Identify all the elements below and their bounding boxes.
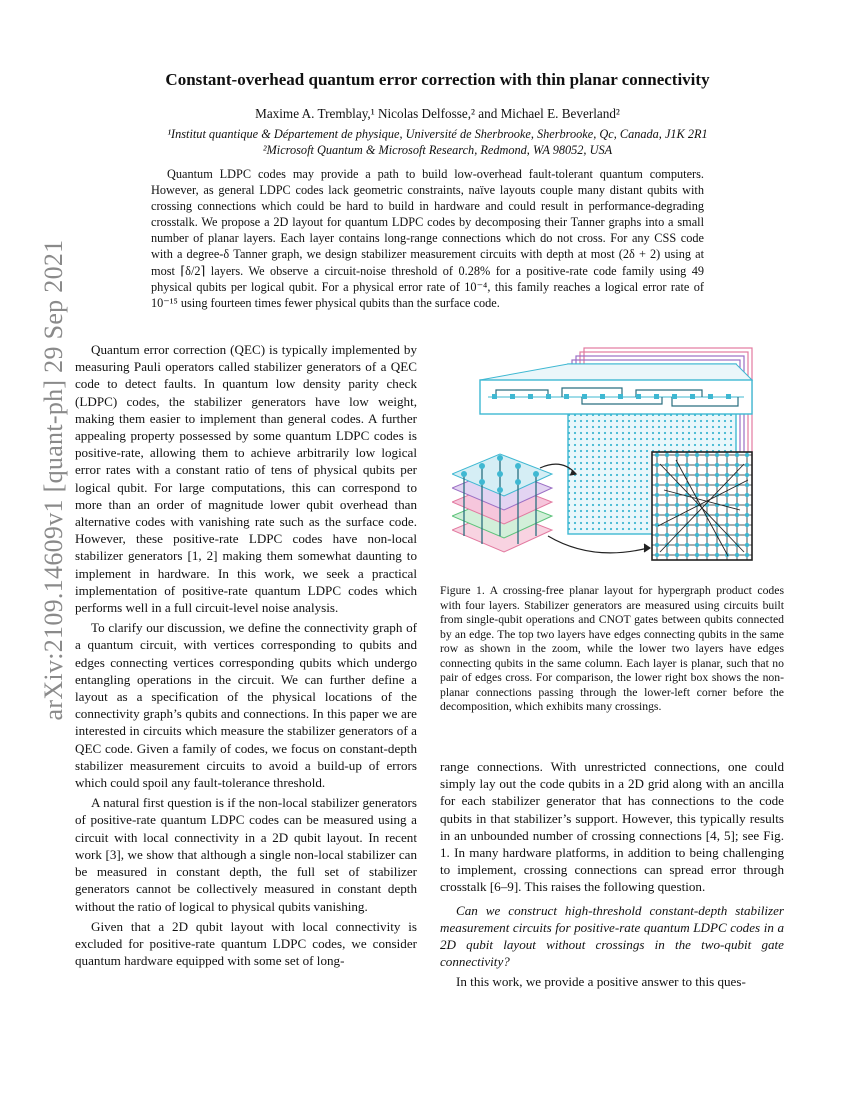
abstract: Quantum LDPC codes may provide a path to build low-overhead fault-tolerant quantum computers. However, as general LDPC codes lack geometric constraints, naïve layouts couple many distant qubits with crossing connections which could be hard to build in hardware and could result in performance-degrading crosstalk. We propose a 2D layout for quantum LDPC codes by decomposing their Tanner graphs into a small number of planar layers. Each layer contains long-range connections which do not cross. For any CSS code with a degree-δ Tanner graph, we design stabilizer measurement circuits with depth at most (2δ + 2) using at most ⌈δ/2⌉ layers. We observe a circuit-noise threshold of 0.28% for a positive-rate code family using 49 physical qubits per logical qubit. For a physical error rate of 10⁻⁴, this family reaches a logical error rate of 10⁻¹⁵ using fourteen times fewer physical qubits than the surface code. bbox=[151, 167, 704, 310]
paragraph: Quantum error correction (QEC) is typically implemented by measuring Pauli operators called stabilizer generators of a QEC code to detect faults. In quantum low density parity check (LDPC) codes, the stabilizer generators have low weight, making them easier to implement than general codes. A further appealing property possessed by some quantum LDPC codes is positive-rate, allowing them to achieve arbitrarily low logical error rates with a constant ratio of tens of physical qubits per logical qubit. For large computations, this can correspond to more than an order of magnitude lower qubit overhead than alternative codes with vanishing rate such as the surface code. However, these positive-rate LDPC codes have non-local stabilizer generators [1, 2] making them somewhat daunting to implement in hardware. In this work, we seek a practical implementation of positive-rate quantum LDPC codes which performs well in a full circuit-level noise analysis. bbox=[75, 342, 417, 616]
right-column bbox=[440, 758, 784, 994]
paragraph: A natural first question is if the non-local stabilizer generators of positive-rate quantum LDPC codes can be measured using a circuit with local connectivity in a 2D qubit layout. In recent work [3], we show that although a single non-local stabilizer can be measured in constant depth, the full set of stabilizer generators cannot be collectively measured in constant depth without the ratio of logical to physical qubits vanishing. bbox=[75, 795, 417, 914]
paragraph: To clarify our discussion, we define the connectivity graph of a quantum circuit, with vertices corresponding to qubits and edges connecting vertices corresponding qubits which undergo entangling operations in the circuit. We can further define a layout as a specification of the physical locations of the connectivity graph’s qubits and connections. In this paper we are interested in circuits which measure the stabilizer generators of a QEC code. Given a family of codes, we focus on constant-depth stabilizer measurement circuits to avoid a build-up of errors which could spoil any fault-tolerance threshold. bbox=[75, 620, 417, 791]
layered-stack-3d bbox=[452, 454, 552, 552]
paragraph: range connections. With unrestricted connections, one could simply lay out the code qubits in a 2D grid along with an ancilla for each stabilizer generator that has connections to the code qubits in that stabilizer’s support. However, this typically results in an unbounded number of crossing connections [4, 5]; see Fig. 1. In many hardware platforms, in addition to being challenging to implement, crossing connections can spread error through crosstalk [6–9]. This raises the following question. bbox=[440, 759, 784, 895]
affiliation-2: ²Microsoft Quantum & Microsoft Research, Redmond, WA 98052, USA bbox=[262, 143, 613, 157]
affiliation-1: ¹Institut quantique & Département de physique, Université de Sherbrooke, Sherbrooke, Qc, Canada, J1K 2R1 bbox=[167, 127, 708, 141]
paragraph: Given that a 2D qubit layout with local connectivity is excluded for positive-rate quantum LDPC codes, we consider quantum hardware equipped with some set of long- bbox=[75, 918, 417, 969]
left-column bbox=[75, 341, 417, 972]
author-list: Maxime A. Tremblay,¹ Nicolas Delfosse,² and Michael E. Beverland² bbox=[255, 106, 620, 121]
figure-1-diagram bbox=[452, 340, 772, 568]
paragraph: In this work, we provide a positive answer to this ques- bbox=[456, 974, 746, 990]
paper-title: Constant-overhead quantum error correction with thin planar connectivity bbox=[165, 70, 710, 89]
research-question: Can we construct high-threshold constant-depth stabilizer measurement circuits for positive-rate quantum LDPC codes in a 2D qubit layout without crossings in the two-qubit gate connectivity? bbox=[440, 902, 784, 970]
non-planar-box bbox=[652, 452, 752, 560]
figure-1-caption: Figure 1. A crossing-free planar layout for hypergraph product codes with four layers. Stabilizer generators are measured using circuits built from single-qubit operations and CNOT gates between qubits connected by an edge. The top two layers have edges connecting qubits in the same row as shown in the zoom, while the lower two layers have edges connecting qubits in the same column. Each layer is planar, such that no pair of edges cross. For comparison, the lower right box shows the non-planar connections passing through the lower-left corner before the decomposition, which exhibits many crossings. bbox=[440, 584, 784, 713]
figure-1 bbox=[452, 340, 772, 568]
zoom-strip bbox=[480, 364, 752, 414]
arxiv-identifier: arXiv:2109.14609v1 [quant-ph] 29 Sep 2021 bbox=[39, 239, 68, 721]
